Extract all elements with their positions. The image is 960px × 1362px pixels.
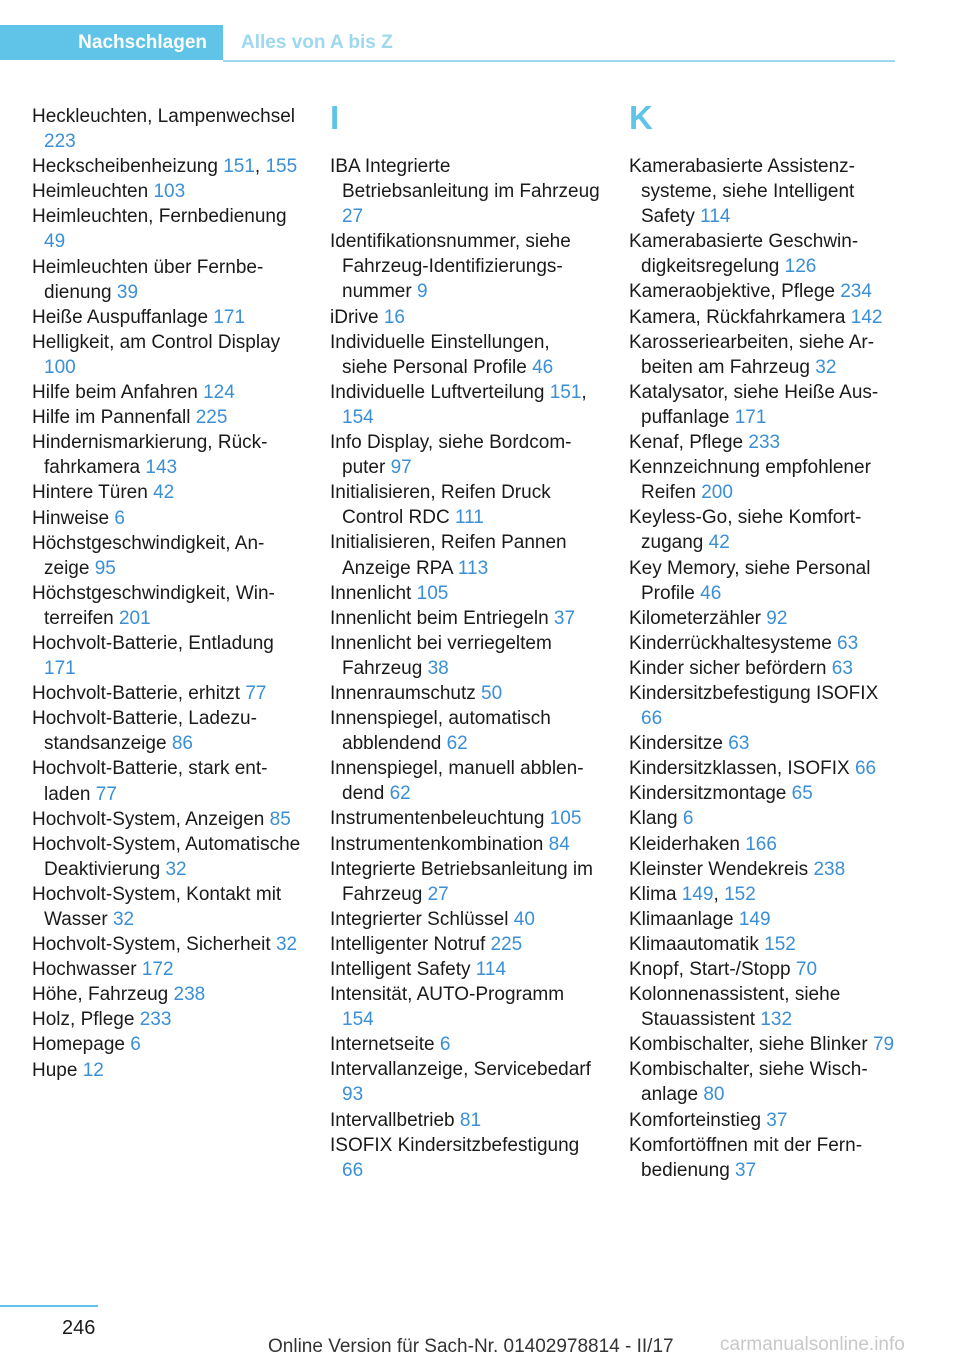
page-link[interactable]: 9 bbox=[416, 281, 428, 303]
index-term: Kennzeichnung empfohlener Reifen bbox=[629, 457, 871, 504]
index-entry bbox=[330, 1133, 600, 1183]
page-link[interactable]: 80 bbox=[703, 1084, 725, 1106]
index-letter-heading: I bbox=[330, 99, 340, 136]
index-entry bbox=[629, 229, 899, 279]
index-entry bbox=[330, 480, 600, 530]
page-link[interactable]: 238 bbox=[813, 858, 846, 880]
index-term: Internetseite bbox=[330, 1034, 435, 1056]
index-term: Katalysator, siehe Heiße Auspuffanlage bbox=[629, 381, 879, 428]
page-link[interactable]: 103 bbox=[153, 181, 186, 203]
index-entry bbox=[330, 857, 600, 907]
index-term: Holz, Pflege bbox=[32, 1009, 135, 1031]
index-term: Hintere Türen bbox=[32, 482, 148, 504]
index-term: Kameraobjektive, Pflege bbox=[629, 281, 835, 303]
index-term: Hochvolt-Batterie, Entladung bbox=[32, 632, 274, 654]
page-link[interactable]: 40 bbox=[513, 908, 535, 930]
page-link[interactable]: 149 bbox=[738, 908, 771, 930]
index-term: Hilfe im Pannenfall bbox=[32, 407, 191, 429]
page-link[interactable]: 37 bbox=[553, 607, 576, 629]
index-term: Komfortöffnen mit der Fernbedienung bbox=[629, 1134, 863, 1181]
index-term: Höchstgeschwindigkeit, Winterreifen bbox=[32, 582, 275, 629]
index-term: Heckleuchten, Lampenwechsel bbox=[32, 106, 295, 127]
index-entry bbox=[32, 1007, 302, 1032]
page-link[interactable]: 223 bbox=[44, 131, 76, 153]
page-link[interactable]: 39 bbox=[116, 281, 139, 303]
index-term: Heiße Auspuffanlage bbox=[32, 306, 209, 328]
index-term: Helligkeit, am Control Display bbox=[32, 331, 281, 353]
index-entry bbox=[629, 455, 899, 505]
page-link[interactable]: 46 bbox=[700, 582, 722, 604]
index-entry bbox=[32, 882, 302, 932]
index-term: Kinderrückhaltesysteme bbox=[629, 632, 832, 654]
page-link[interactable]: 171 bbox=[734, 406, 767, 428]
index-term: Hochvolt-System, Automatische Deaktivierung bbox=[32, 833, 301, 880]
page-link[interactable]: 84 bbox=[548, 833, 570, 855]
index-entry bbox=[330, 305, 600, 330]
index-column-3 bbox=[629, 99, 899, 1183]
page-link[interactable]: 77 bbox=[245, 683, 267, 705]
index-entry bbox=[330, 154, 600, 229]
page-link[interactable]: 37 bbox=[735, 1159, 757, 1181]
page-link[interactable]: 37 bbox=[766, 1109, 788, 1131]
page-link[interactable]: 105 bbox=[549, 808, 582, 830]
index-column-1 bbox=[32, 104, 302, 1083]
page-link[interactable]: 200 bbox=[701, 482, 733, 504]
page-link[interactable]: 6 bbox=[682, 808, 694, 830]
index-entry bbox=[32, 1058, 302, 1083]
index-entry bbox=[330, 832, 600, 857]
index-term: Heimleuchten, Fernbedienung bbox=[32, 206, 287, 228]
page-link[interactable]: 6 bbox=[114, 507, 125, 529]
index-term: Initialisieren, Reifen Pannen Anzeige RPA bbox=[330, 532, 567, 579]
index-entry bbox=[32, 1032, 302, 1057]
index-term: Kilometerzähler bbox=[629, 607, 761, 629]
page-link[interactable]: 62 bbox=[389, 783, 411, 805]
index-entry bbox=[32, 430, 302, 480]
page-link[interactable]: 149 bbox=[681, 883, 714, 905]
index-column-2 bbox=[330, 99, 600, 1183]
index-entry bbox=[32, 204, 302, 254]
index-entry bbox=[330, 806, 600, 831]
page-link[interactable]: 85 bbox=[269, 808, 291, 830]
page-link[interactable]: 38 bbox=[427, 657, 449, 679]
page-link[interactable]: 77 bbox=[95, 783, 117, 805]
index-entry bbox=[32, 807, 302, 832]
index-entry bbox=[629, 832, 899, 857]
page-link[interactable]: 151 bbox=[549, 381, 582, 403]
index-term: Komforteinstieg bbox=[629, 1109, 762, 1131]
index-term: Klimaautomatik bbox=[629, 933, 759, 955]
index-entry bbox=[32, 957, 302, 982]
index-entry bbox=[330, 982, 600, 1032]
page-link[interactable]: 100 bbox=[44, 356, 76, 378]
page-link[interactable]: 32 bbox=[275, 934, 298, 956]
index-entry bbox=[32, 380, 302, 405]
index-term: Intensität, AUTO-Programm bbox=[330, 984, 565, 1006]
page-link[interactable]: 32 bbox=[815, 356, 837, 378]
index-entry bbox=[32, 681, 302, 706]
section-tab[interactable]: Nachschlagen bbox=[0, 25, 223, 60]
index-entry bbox=[32, 531, 302, 581]
index-term: Identifikationsnummer, siehe Fahrzeug-Identifizierungsnummer bbox=[330, 231, 571, 303]
page-link[interactable]: 79 bbox=[872, 1034, 895, 1056]
index-term: Keyless-Go, siehe Komfortzugang bbox=[629, 507, 862, 554]
index-entry bbox=[32, 104, 302, 154]
index-term: Höchstgeschwindigkeit, Anzeige bbox=[32, 532, 265, 579]
index-term: Initialisieren, Reifen Druck Control RDC bbox=[330, 482, 551, 529]
index-term: Hochvolt-Batterie, Ladezustandsanzeige bbox=[32, 708, 257, 755]
page-link[interactable]: 154 bbox=[342, 406, 374, 428]
index-term: Instrumentenbeleuchtung bbox=[330, 808, 545, 830]
page-link[interactable]: 142 bbox=[850, 306, 883, 328]
index-entry bbox=[629, 982, 899, 1032]
index-entry bbox=[330, 1057, 600, 1107]
index-entry bbox=[32, 179, 302, 204]
index-entry: Klima 149, 152 bbox=[629, 883, 756, 905]
index-entry bbox=[32, 982, 302, 1007]
index-entry: Heckscheibenheizung 151, 155 bbox=[32, 156, 298, 178]
page-link[interactable]: 152 bbox=[724, 883, 756, 905]
index-entry bbox=[629, 806, 899, 831]
page-link[interactable]: 92 bbox=[766, 607, 788, 629]
index-entry bbox=[629, 756, 899, 781]
index-term: Hochvolt-Batterie, erhitzt bbox=[32, 683, 241, 705]
page-link[interactable]: 124 bbox=[203, 382, 235, 404]
header-rule bbox=[223, 60, 895, 62]
index-term: Hindernismarkierung, Rückfahrkamera bbox=[32, 432, 268, 479]
index-entry bbox=[629, 907, 899, 932]
index-term: Klima bbox=[629, 883, 677, 905]
page-link[interactable]: 97 bbox=[390, 457, 412, 479]
index-term: Hochvolt-System, Kontakt mit Wasser bbox=[32, 883, 282, 930]
index-term: Instrumentenkombination bbox=[330, 833, 544, 855]
index-term: Karosseriearbeiten, siehe Arbeiten am Fahrzeug bbox=[629, 331, 875, 378]
page-link[interactable]: 62 bbox=[446, 733, 468, 755]
page-link[interactable]: 81 bbox=[459, 1109, 482, 1131]
page-link[interactable]: 63 bbox=[728, 733, 750, 755]
index-entry bbox=[330, 907, 600, 932]
page-link[interactable]: 114 bbox=[700, 206, 731, 228]
index-term: Kombischalter, siehe Blinker bbox=[629, 1034, 868, 1056]
page-link[interactable]: 46 bbox=[532, 356, 554, 378]
index-entry bbox=[629, 606, 899, 631]
page-link[interactable]: 6 bbox=[439, 1034, 451, 1056]
page-link[interactable]: 152 bbox=[764, 933, 796, 955]
index-term: Individuelle Einstellungen, siehe Personal Profile bbox=[330, 331, 550, 378]
page-link[interactable]: 225 bbox=[195, 407, 228, 429]
index-term: Kindersitzklassen, ISOFIX bbox=[629, 758, 850, 780]
page-link[interactable]: 32 bbox=[165, 858, 187, 880]
index-entry bbox=[629, 932, 899, 957]
index-entry bbox=[330, 606, 600, 631]
index-entry bbox=[629, 305, 899, 330]
index-entry: Individuelle Luftverteilung 151, 154 bbox=[330, 381, 587, 428]
index-term: IBA Integrierte Betriebsanleitung im Fahrzeug bbox=[330, 156, 600, 203]
page-link[interactable]: 27 bbox=[427, 883, 449, 905]
page-link[interactable]: 63 bbox=[837, 632, 859, 654]
page-link[interactable]: 171 bbox=[213, 306, 246, 328]
index-entry bbox=[629, 781, 899, 806]
index-entry bbox=[32, 506, 302, 531]
index-term: Intervallbetrieb bbox=[330, 1109, 455, 1131]
page-link[interactable]: 154 bbox=[342, 1009, 374, 1031]
page-link[interactable]: 95 bbox=[94, 557, 116, 579]
index-entry bbox=[32, 305, 302, 330]
index-entry bbox=[330, 430, 600, 480]
index-term: Hupe bbox=[32, 1059, 78, 1081]
index-entry bbox=[629, 430, 899, 455]
index-entry bbox=[330, 330, 600, 380]
page-link[interactable]: 233 bbox=[139, 1009, 172, 1031]
page-link[interactable]: 42 bbox=[153, 482, 175, 504]
page-link[interactable]: 27 bbox=[342, 206, 364, 228]
page-link[interactable]: 16 bbox=[383, 306, 405, 328]
index-term: Intelligenter Notruf bbox=[330, 933, 486, 955]
index-entry bbox=[330, 706, 600, 756]
index-term: Knopf, Start-/Stopp bbox=[629, 959, 791, 980]
page-link[interactable]: 50 bbox=[481, 682, 503, 704]
page-link[interactable]: 166 bbox=[745, 833, 777, 855]
watermark: carmanualsonline.info bbox=[720, 1334, 905, 1355]
index-entry bbox=[629, 154, 899, 229]
index-term: Homepage bbox=[32, 1034, 125, 1056]
index-term: Klang bbox=[629, 808, 678, 830]
page-link[interactable]: 238 bbox=[173, 984, 206, 1006]
index-term: Hochvolt-System, Anzeigen bbox=[32, 808, 265, 830]
index-term: Klimaanlage bbox=[629, 908, 734, 930]
index-term: Kamerabasierte Assistenzsysteme, siehe Intelligent Safety bbox=[629, 156, 855, 228]
index-term: Kleiderhaken bbox=[629, 833, 740, 855]
index-entry bbox=[330, 229, 600, 304]
index-entry bbox=[629, 330, 899, 380]
index-entry bbox=[629, 380, 899, 430]
index-term: Kleinster Wendekreis bbox=[629, 858, 809, 880]
index-term: Kolonnenassistent, siehe Stauassistent bbox=[629, 984, 841, 1031]
page-number-rule bbox=[0, 1305, 98, 1307]
page-link[interactable]: 225 bbox=[490, 933, 523, 955]
index-term: Integrierte Betriebsanleitung im Fahrzeug bbox=[330, 858, 593, 905]
index-term: Intelligent Safety bbox=[330, 959, 471, 980]
index-entry bbox=[32, 255, 302, 305]
index-entry bbox=[32, 832, 302, 882]
page-link[interactable]: 32 bbox=[112, 909, 135, 930]
index-entry bbox=[629, 556, 899, 606]
index-entry bbox=[330, 1032, 600, 1057]
index-entry bbox=[330, 932, 600, 957]
index-term: Kenaf, Pflege bbox=[629, 432, 744, 454]
page-link[interactable]: 66 bbox=[342, 1159, 364, 1181]
page-link[interactable]: 49 bbox=[44, 231, 66, 253]
index-term: Kindersitzmontage bbox=[629, 783, 787, 805]
page-link[interactable]: 233 bbox=[748, 432, 781, 454]
index-term: Innenlicht bei verriegeltem Fahrzeug bbox=[330, 632, 552, 679]
index-term: Kombischalter, siehe Wischanlage bbox=[629, 1059, 868, 1106]
index-entry bbox=[32, 405, 302, 430]
index-entry bbox=[32, 330, 302, 380]
page-link[interactable]: 63 bbox=[831, 657, 853, 679]
online-version-note: Online Version für Sach-Nr. 01402978814 - II/17 bbox=[268, 1336, 674, 1357]
page-number: 246 bbox=[62, 1317, 96, 1339]
index-entry bbox=[32, 932, 302, 957]
chapter-tab[interactable]: Alles von A bis Z bbox=[241, 31, 393, 53]
page-link[interactable]: 143 bbox=[145, 457, 178, 479]
index-term: Innenlicht bbox=[330, 582, 412, 604]
index-term: Integrierter Schlüssel bbox=[330, 908, 509, 930]
page-link[interactable]: 171 bbox=[44, 658, 76, 680]
page-link[interactable]: 6 bbox=[130, 1034, 141, 1056]
index-entry bbox=[629, 957, 899, 982]
page-link[interactable]: 155 bbox=[265, 156, 298, 178]
page-link[interactable]: 151 bbox=[223, 156, 255, 178]
index-term: Innenraumschutz bbox=[330, 682, 476, 704]
index-entry bbox=[629, 279, 899, 304]
page-link[interactable]: 172 bbox=[141, 959, 174, 981]
page-link[interactable]: 93 bbox=[342, 1084, 364, 1106]
index-entry bbox=[629, 656, 899, 681]
page-link[interactable]: 66 bbox=[641, 708, 663, 730]
page-link[interactable]: 65 bbox=[791, 783, 813, 805]
index-term: Kindersitzbefestigung ISOFIX bbox=[629, 682, 879, 704]
index-term: Individuelle Luftverteilung bbox=[330, 381, 545, 403]
index-term: Hochvolt-Batterie, stark entladen bbox=[32, 758, 268, 805]
page-link[interactable]: 234 bbox=[840, 281, 872, 303]
page-link[interactable]: 126 bbox=[784, 256, 817, 278]
index-entry bbox=[330, 581, 600, 606]
index-term: Innenspiegel, manuell abblendend bbox=[330, 758, 584, 805]
index-entry bbox=[330, 631, 600, 681]
index-term: Heimleuchten über Fernbedienung bbox=[32, 256, 264, 303]
page-link[interactable]: 86 bbox=[171, 733, 193, 755]
index-term: Innenlicht beim Entriegeln bbox=[330, 607, 549, 629]
index-entry bbox=[629, 857, 899, 882]
index-entry bbox=[629, 681, 899, 731]
index-term: Höhe, Fahrzeug bbox=[32, 984, 169, 1006]
index-entry bbox=[32, 581, 302, 631]
index-term: Key Memory, siehe Personal Profile bbox=[629, 557, 871, 604]
index-term: Hochvolt-System, Sicherheit bbox=[32, 934, 271, 956]
index-term: iDrive bbox=[330, 306, 379, 328]
page-link[interactable]: 42 bbox=[708, 532, 730, 554]
running-header bbox=[0, 25, 895, 62]
index-term: Hochwasser bbox=[32, 959, 137, 981]
page-link[interactable]: 113 bbox=[457, 557, 489, 579]
index-term: Heckscheibenheizung bbox=[32, 156, 218, 178]
index-term: Hinweise bbox=[32, 507, 110, 529]
index-entry bbox=[629, 731, 899, 756]
page-link[interactable]: 70 bbox=[795, 959, 818, 980]
index-term: Kindersitze bbox=[629, 733, 723, 755]
index-entry bbox=[629, 1133, 899, 1183]
index-entry bbox=[32, 706, 302, 756]
index-term: Heimleuchten bbox=[32, 181, 149, 203]
index-letter-heading: K bbox=[629, 99, 653, 136]
index-entry bbox=[32, 480, 302, 505]
index-term: Info Display, siehe Bordcomputer bbox=[330, 432, 572, 479]
index-entry bbox=[330, 957, 600, 982]
index-term: ISOFIX Kindersitzbefestigung bbox=[330, 1134, 580, 1156]
index-entry bbox=[330, 530, 600, 580]
index-entry bbox=[32, 631, 302, 681]
index-entry bbox=[32, 756, 302, 806]
index-term: Innenspiegel, automatisch abblendend bbox=[330, 708, 551, 755]
index-entry bbox=[629, 631, 899, 656]
index-entry bbox=[330, 681, 600, 706]
index-term: Intervallanzeige, Servicebedarf bbox=[330, 1059, 591, 1081]
page-link[interactable]: 111 bbox=[454, 507, 484, 529]
index-entry bbox=[330, 1108, 600, 1133]
index-term: Hilfe beim Anfahren bbox=[32, 382, 198, 404]
page-link[interactable]: 105 bbox=[416, 582, 449, 604]
page-link[interactable]: 12 bbox=[82, 1059, 104, 1081]
page-link[interactable]: 114 bbox=[475, 959, 507, 980]
index-entry bbox=[629, 1108, 899, 1133]
index-entry bbox=[629, 505, 899, 555]
index-term: Kamera, Rückfahrkamera bbox=[629, 306, 846, 328]
index-term: Kinder sicher befördern bbox=[629, 657, 827, 679]
index-entry bbox=[629, 1032, 899, 1057]
index-term: Kamerabasierte Geschwindigkeitsregelung bbox=[629, 231, 859, 278]
page-link[interactable]: 201 bbox=[118, 607, 151, 629]
page-link[interactable]: 66 bbox=[854, 758, 877, 780]
index-entry bbox=[629, 1057, 899, 1107]
index-entry bbox=[330, 756, 600, 806]
page-link[interactable]: 132 bbox=[760, 1009, 793, 1031]
